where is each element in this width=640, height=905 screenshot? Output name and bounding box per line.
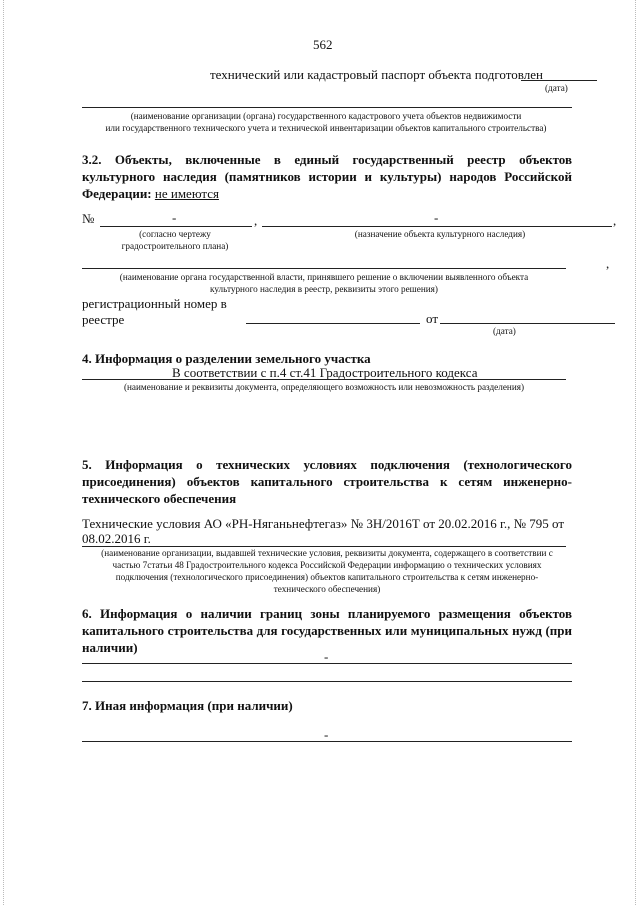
org-caption-line-2: или государственного технического учета и технической инвентаризации объектов капитального строительства) <box>105 123 547 133</box>
passport-text: технический или кадастровый паспорт объекта подготовлен <box>210 67 543 82</box>
section-5-heading <box>82 456 572 507</box>
drawing-caption-line-1: (согласно чертежу <box>139 229 211 239</box>
reg-number-line <box>246 323 420 324</box>
reg-label-2: реестре <box>82 312 125 327</box>
section-4-line <box>82 379 566 380</box>
comma-3: , <box>606 256 610 271</box>
org-line <box>82 107 572 108</box>
section-4-heading: 4. Информация о разделении земельного участка <box>82 351 371 366</box>
section-3-2-line-2: культурного наследия (памятников истории и культуры) народов Российской <box>82 169 572 184</box>
section-7-dash: - <box>324 727 329 742</box>
section-7-heading: 7. Иная информация (при наличии) <box>82 698 293 713</box>
section-3-2-line-3 <box>82 185 572 202</box>
section-6-line-a <box>82 663 572 664</box>
section-6-line-2: капитального строительства для государственных или муниципальных нужд (при <box>82 623 572 638</box>
org-caption-line-1: (наименование организации (органа) государственного кадастрового учета объектов недвижимости <box>130 111 522 121</box>
section-3-2-label: Федерации: <box>82 186 155 201</box>
section-4-caption: (наименование и реквизиты документа, определяющего возможность или невозможность разделения) <box>123 382 525 392</box>
reg-date-caption: (дата) <box>493 326 516 336</box>
section-5-value <box>82 516 572 546</box>
authority-caption-line-2: культурного наследия в реестр, реквизиты этого решения) <box>210 284 438 294</box>
section-5-value-line-2: 08.02.2016 г. <box>82 531 151 546</box>
passport-date-caption: (дата) <box>545 83 568 93</box>
section-5-caption <box>82 547 572 595</box>
passport-date-line <box>521 80 597 81</box>
drawing-caption-line-2: градостроительного плана) <box>121 241 229 251</box>
authority-caption <box>82 271 566 295</box>
number-dash: - <box>172 210 177 225</box>
authority-caption-line-1: (наименование органа государственной власти, принявшего решение о включении выявленного объекта <box>119 272 529 282</box>
comma-2: , <box>613 213 617 228</box>
section-6-line-3: наличии) <box>82 640 138 655</box>
drawing-caption <box>100 228 250 252</box>
section-3-2-heading <box>82 151 572 202</box>
number-sign: № <box>82 211 95 226</box>
section-3-2-line-1: 3.2. Объекты, включенные в единый государственный реестр объектов <box>82 152 572 167</box>
section-6-line-b <box>82 681 572 682</box>
purpose-dash: - <box>434 210 439 225</box>
section-5-line-2: присоединения) объектов капитального строительства к сетям инженерно- <box>82 474 572 489</box>
section-5-caption-line-3: подключения (технологического присоединения) объектов капитального строительства к сетям инженерно- <box>115 572 539 582</box>
authority-line <box>82 268 566 269</box>
section-6-line-1: 6. Информация о наличии границ зоны планируемого размещения объектов <box>82 606 572 621</box>
purpose-caption: (назначение объекта культурного наследия) <box>354 229 526 239</box>
section-5-caption-line-4: технического обеспечения) <box>273 584 381 594</box>
reg-date-line <box>440 323 615 324</box>
section-5-value-line-1: Технические условия АО «РН-Няганьнефтегаз» № 3Н/2016Т от 20.02.2016 г., № 795 от <box>82 516 565 531</box>
purpose-line <box>262 226 612 227</box>
section-6-dash: - <box>324 649 329 664</box>
org-caption <box>70 110 582 134</box>
comma-1: , <box>254 213 258 228</box>
page-number: 562 <box>313 37 333 52</box>
from-label: от <box>426 311 439 326</box>
section-4-value: В соответствии с п.4 ст.41 Градостроительного кодекса <box>172 365 478 380</box>
section-5-line-3: технического обеспечения <box>82 491 237 506</box>
right-scan-edge <box>635 0 637 905</box>
section-5-caption-line-1: (наименование организации, выдавшей технические условия, реквизиты документа, содержащего в соответствии с <box>101 548 553 558</box>
section-3-2-value: не имеются <box>154 186 219 201</box>
section-7-line <box>82 741 572 742</box>
reg-label-1: регистрационный номер в <box>82 296 227 311</box>
left-scan-edge <box>3 0 5 905</box>
section-5-caption-line-2: частью 7статьи 48 Градостроительного кодекса Российской Федерации информацию о технических условиях <box>112 560 542 570</box>
section-5-line-1: 5. Информация о технических условиях подключения (технологического <box>82 457 572 472</box>
number-line <box>100 226 252 227</box>
